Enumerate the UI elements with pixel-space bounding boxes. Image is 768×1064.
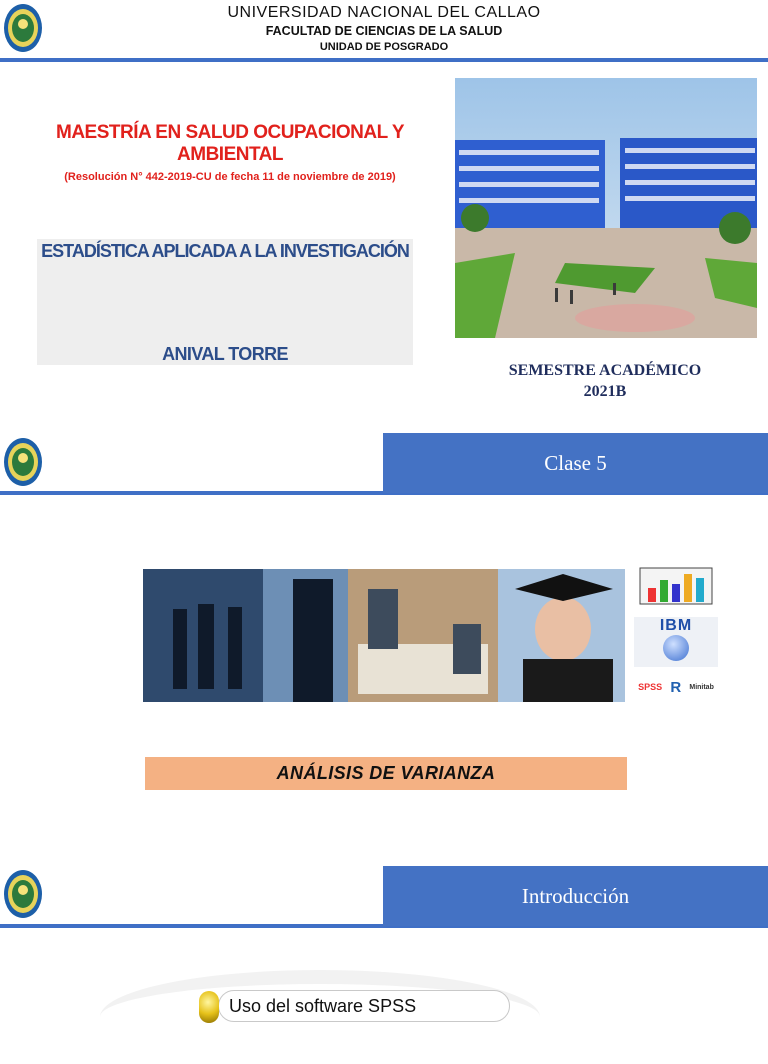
course-title: ESTADÍSTICA APLICADA A LA INVESTIGACIÓN: [41, 241, 409, 261]
unit-name: UNIDAD DE POSGRADO: [319, 41, 449, 53]
software-logos: [634, 566, 718, 702]
university-seal-icon: [3, 437, 43, 487]
section-label: Introducción: [521, 883, 630, 908]
semester-label: [455, 360, 755, 402]
author-name: ANIVAL TORRE: [162, 344, 288, 364]
class-label: Clase 5: [544, 450, 607, 475]
minitab-label: Minitab: [689, 683, 714, 691]
bullet-text: Uso del software SPSS: [229, 995, 417, 1016]
faculty-name: FACULTAD DE CIENCIAS DE LA SALUD: [265, 24, 503, 38]
class-label-box: [383, 433, 768, 493]
resolution-text: (Resolución N° 442-2019-CU de fecha 11 de noviembre de 2019): [64, 171, 396, 183]
program-title: MAESTRÍA EN SALUD OCUPACIONAL Y AMBIENTAL: [56, 122, 404, 165]
semester-line-2: 2021B: [583, 383, 627, 400]
ibm-label: IBM: [659, 617, 693, 634]
ibm-logo: [634, 617, 718, 667]
r-logo: R: [670, 678, 682, 696]
section-label-box: [383, 866, 768, 926]
collage-banner: [143, 569, 625, 702]
header-rule: [0, 58, 768, 62]
topic-title: ANÁLISIS DE VARIANZA: [276, 763, 496, 783]
university-seal-icon: [3, 869, 43, 919]
chart-icon: [634, 566, 718, 610]
semester-line-1: SEMESTRE ACADÉMICO: [508, 362, 702, 379]
bullet-item: [218, 990, 510, 1022]
spss-label: SPSS: [638, 682, 663, 692]
university-name: UNIVERSIDAD NACIONAL DEL CALLAO: [227, 4, 541, 21]
topic-banner: [145, 757, 627, 790]
bullet-orb-icon: [199, 991, 219, 1023]
campus-photo: [455, 78, 757, 338]
